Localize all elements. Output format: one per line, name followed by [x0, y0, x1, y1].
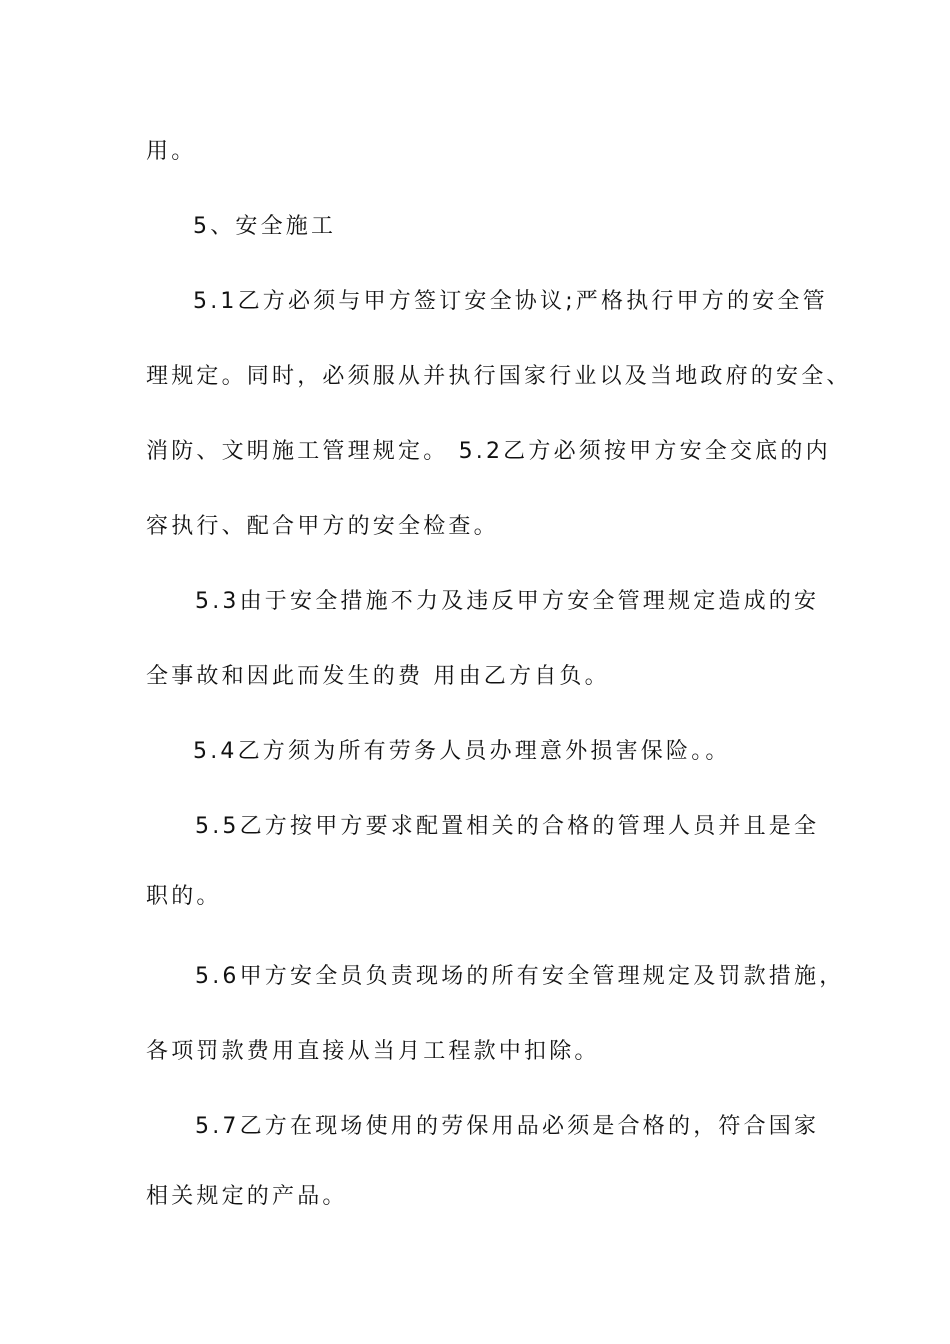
section-heading: 5、安全施工	[193, 214, 337, 239]
text-line: 职的。	[146, 884, 222, 909]
text-line: 5.6甲方安全员负责现场的所有安全管理规定及罚款措施，	[195, 964, 845, 989]
text-line: 各项罚款费用直接从当月工程款中扣除。	[146, 1039, 600, 1064]
text-line: 5.7乙方在现场使用的劳保用品必须是合格的，符合国家	[195, 1114, 820, 1139]
text-line: 5.1乙方必须与甲方签订安全协议;严格执行甲方的安全管	[193, 289, 828, 314]
text-line: 消防、文明施工管理规定。 5.2乙方必须按甲方安全交底的内	[146, 439, 831, 464]
text-line: 用。	[146, 139, 197, 164]
text-line: 5.4乙方须为所有劳务人员办理意外损害保险。。	[193, 739, 731, 764]
text-line: 5.5乙方按甲方要求配置相关的合格的管理人员并且是全	[195, 814, 820, 839]
text-line: 容执行、配合甲方的安全检查。	[146, 514, 499, 539]
text-line: 5.3由于安全措施不力及违反甲方安全管理规定造成的安	[195, 589, 820, 614]
text-line: 理规定。同时，必须服从并执行国家行业以及当地政府的安全、	[146, 364, 852, 389]
text-line: 全事故和因此而发生的费 用由乙方自负。	[146, 664, 610, 689]
text-line: 相关规定的产品。	[146, 1184, 348, 1209]
